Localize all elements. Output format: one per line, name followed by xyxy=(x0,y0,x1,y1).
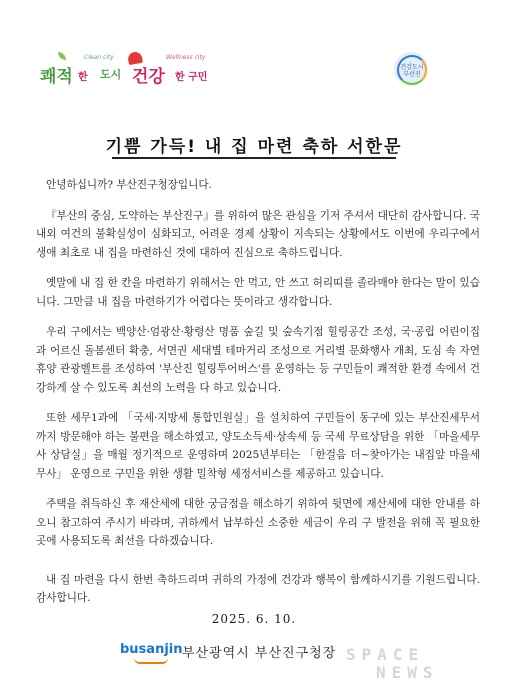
slogan-word-residents: 한 구민 xyxy=(175,72,208,83)
letterhead xyxy=(0,0,508,100)
logo-swoosh-icon xyxy=(134,658,168,664)
tagline-wellness-city: Wellness city xyxy=(166,54,206,61)
slogan-word-han: 한 xyxy=(78,72,88,83)
badge-text: 건강도시 부산진 xyxy=(400,64,424,78)
busanjin-logo-text: busanjin xyxy=(120,642,183,657)
sender-name: 부산광역시 부산진구청장 xyxy=(182,646,337,661)
paragraph-proverb: 옛말에 내 집 한 칸을 마련하기 위해서는 안 먹고, 안 쓰고 허리띠를 졸라매야 한다는 말이 있습니다. 그만큼 내 집을 마련하기가 어렵다는 뜻이라고 생각합니다. xyxy=(36,277,480,308)
paragraph-greeting: 안녕하십니까? 부산진구청장입니다. xyxy=(46,179,212,191)
paragraph-closing: 내 집 마련을 다시 한번 축하드리며 귀하의 가정에 건강과 행복이 함께하시기를 기원드립니다. 감사합니다. xyxy=(36,573,480,604)
slogan-word-clean: 쾌적 xyxy=(40,67,73,87)
letter-body xyxy=(36,176,480,608)
watermark-line-1: SPACE xyxy=(346,645,425,664)
slogan-word-city: 도시 xyxy=(100,68,122,81)
title-underline xyxy=(112,157,396,159)
watermark-line-2: NEWS xyxy=(376,663,439,682)
paragraph-property-tax: 주택을 취득하신 후 재산세에 대한 궁금점을 해소하기 위하여 뒷면에 재산세에 대한 안내를 하오니 참고하여 주시기 바라며, 귀하께서 납부하신 소중한 세금이 우리 구 발전을 위해 꼭 필요한 곳에 사용되도록 최선을 다하겠습니다. xyxy=(36,498,480,547)
space-news-watermark xyxy=(346,646,496,682)
slogan-word-health: 건강 xyxy=(132,67,165,87)
leaf-icon xyxy=(58,52,66,60)
healthy-city-badge-icon xyxy=(394,52,428,86)
letter-date: 2025. 6. 10. xyxy=(211,612,297,626)
paragraph-tax-services: 또한 세무1과에 「국세·지방세 통합민원실」을 설치하여 구민들이 동구에 있는 부산진세무서까지 방문해야 하는 불편을 해소하였고, 양도소득세·상속세 등 국세 무료상담을 위한 「마을세무사 상담실」을 매월 정기적으로 운영하며 2025년부터는 「한걸음 더~찾아가는 내집앞 마을세무사」 운영으로 구민을 위한 생활 밀착형 세정서비스를 제공하고 있습니다. xyxy=(36,412,480,480)
busanjin-logo xyxy=(120,642,183,657)
paragraph-congratulation: 『부산의 중심, 도약하는 부산진구』를 위하여 많은 관심을 기저 주셔서 대단히 감사합니다. 국내외 여건의 불확실성이 심화되고, 어려운 경제 상황이 지속되는 상황에서도 이번에 우리구에서 생애 최초로 내 집을 마련하신 것에 대하여 진심으로 축하드립니다. xyxy=(36,209,480,259)
paragraph-district-efforts: 우리 구에서는 백양산·엄광산·황령산 명품 숲길 및 숲속기점 힐링공간 조성, 국·공립 어린이집과 어르신 돌봄센터 확충, 서면권 세대별 테마거리 조성으로 거리별 문화행사 개최, 도심 속 자연휴양 관광벨트를 조성하여 '부산진 힐링투어버스'를 운영하는 등 구민들이 쾌적한 환경 속에서 건강하게 살 수 있도록 최선의 노력을 다 하고 있습니다. xyxy=(36,326,480,394)
document-title: 기쁨 가득! 내 집 마련 축하 서한문 xyxy=(105,137,403,157)
tagline-clean-city: Clean city xyxy=(84,54,114,61)
